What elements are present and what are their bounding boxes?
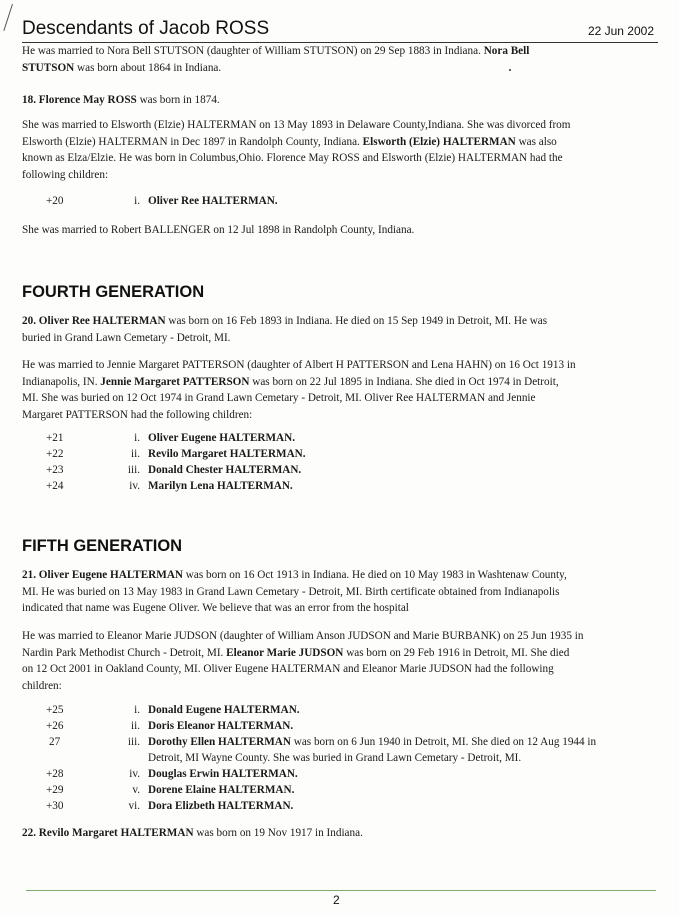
child-ref: +21 — [46, 432, 64, 444]
text: MI. She was buried on 12 Oct 1974 in Grand Lawn Cemetary - Detroit, MI. Oliver Ree HALTERMAN and Jennie — [22, 392, 536, 404]
person-name: Revilo Margaret HALTERMAN — [38, 827, 194, 839]
child-ref: +20 — [46, 195, 64, 207]
child-index: iii. — [127, 464, 140, 476]
text: was also — [515, 135, 557, 148]
paragraph-marriage-nora — [22, 43, 662, 76]
text: Nardin Park Methodist Church - Detroit, MI. — [22, 646, 227, 659]
text: Elsworth (Elzie) HALTERMAN in Dec 1897 in Randolph County, Indiana. — [22, 135, 363, 148]
child-index: iii. — [127, 736, 140, 748]
text: He was married to Nora Bell STUTSON (daughter of William STUTSON) on 29 Sep 1883 in Indiana. — [22, 45, 484, 57]
child-detail — [148, 734, 662, 766]
paragraph-marriage-ballenger — [22, 222, 662, 239]
entry-22 — [22, 825, 662, 842]
paragraph-marriage-jennie — [22, 357, 662, 423]
text: was born on 22 Jul 1895 in Indiana. She died in Oct 1974 in Detroit, — [249, 375, 559, 388]
person-name: Oliver Eugene HALTERMAN — [38, 569, 183, 581]
page-number: 2 — [333, 893, 340, 907]
child-name: Oliver Ree HALTERMAN. — [148, 195, 278, 207]
child-name: Marilyn Lena HALTERMAN. — [148, 480, 293, 492]
child-index: v. — [132, 784, 140, 796]
text: was born about 1864 in Indiana. — [74, 61, 222, 74]
child-name: Oliver Eugene HALTERMAN. — [148, 432, 295, 444]
paragraph-marriage-eleanor — [22, 628, 662, 694]
text: following children: — [22, 168, 109, 181]
scan-speck — [509, 69, 511, 71]
entry-21 — [22, 567, 662, 617]
child-row — [22, 782, 662, 798]
text: She was married to Robert BALLENGER on 12 Jul 1898 in Randolph County, Indiana. — [22, 224, 415, 236]
child-row — [22, 446, 662, 462]
child-index: iv. — [129, 480, 140, 492]
child-ref: 27 — [49, 736, 61, 748]
child-name: Dorene Elaine HALTERMAN. — [148, 784, 295, 796]
text: was born on 16 Oct 1913 in Indiana. He died on 10 May 1983 in Washtenaw County, — [182, 569, 567, 581]
child-name: Dora Elizbeth HALTERMAN. — [148, 800, 294, 812]
child-index: i. — [134, 704, 140, 716]
text: Detroit, MI Wayne County. She was buried in Grand Lawn Cemetary - Detroit, MI. — [148, 752, 522, 764]
child-row — [22, 702, 662, 718]
text: He was married to Eleanor Marie JUDSON (daughter of William Anson JUDSON and Marie BURBANK) on 25 Jun 1935 in — [22, 630, 584, 642]
text: Indianapolis, IN. — [22, 375, 101, 388]
child-row-detailed — [22, 734, 662, 766]
child-name: Douglas Erwin HALTERMAN. — [148, 768, 298, 780]
child-row — [22, 193, 662, 209]
text: known as Elza/Elzie. He was born in Columbus,Ohio. Florence May ROSS and Elsworth (Elzie) HALTERMAN had the — [22, 152, 563, 164]
entry-number: 21. — [22, 569, 36, 581]
entry-number: 18. — [22, 94, 36, 106]
person-name: Florence May ROSS — [38, 94, 137, 106]
person-name: STUTSON — [22, 61, 75, 74]
child-name: Donald Chester HALTERMAN. — [148, 464, 302, 476]
child-ref: +22 — [46, 448, 64, 460]
person-name: Elsworth (Elzie) HALTERMAN — [362, 135, 516, 148]
text: was born on 19 Nov 1917 in Indiana. — [193, 827, 363, 839]
child-index: vi. — [128, 800, 140, 812]
person-name: Nora Bell — [483, 45, 530, 57]
document-title: Descendants of Jacob ROSS — [22, 18, 270, 39]
text: She was married to Elsworth (Elzie) HALTERMAN on 13 May 1893 in Delaware County,Indiana. She was divorced from — [22, 119, 571, 131]
entry-number: 22. — [22, 827, 36, 839]
person-name: Jennie Margaret PATTERSON — [100, 375, 250, 388]
child-row — [22, 766, 662, 782]
text: was born on 16 Feb 1893 in Indiana. He died on 15 Sep 1949 in Detroit, MI. He was — [165, 315, 548, 327]
text: children: — [22, 679, 62, 692]
child-row — [22, 462, 662, 478]
child-name: Donald Eugene HALTERMAN. — [148, 704, 300, 716]
child-row — [22, 478, 662, 494]
child-row — [22, 430, 662, 446]
person-name: Eleanor Marie JUDSON — [226, 646, 344, 659]
child-ref: +29 — [46, 784, 64, 796]
paragraph-marriage-florence — [22, 117, 662, 183]
text: on 12 Oct 2001 in Oakland County, MI. Oliver Eugene HALTERMAN and Eleanor Marie JUDSON had the following — [22, 663, 554, 675]
child-name: Revilo Margaret HALTERMAN. — [148, 448, 306, 460]
text: buried in Grand Lawn Cemetary - Detroit, MI. — [22, 331, 231, 344]
generation-heading: FIFTH GENERATION — [22, 537, 183, 555]
child-index: i. — [134, 432, 140, 444]
footer-rule — [26, 890, 656, 891]
entry-20 — [22, 313, 662, 346]
generation-heading: FOURTH GENERATION — [22, 283, 205, 301]
child-ref: +24 — [46, 480, 64, 492]
child-name: Doris Eleanor HALTERMAN. — [148, 720, 294, 732]
text: was born on 6 Jun 1940 in Detroit, MI. She died on 12 Aug 1944 in — [290, 736, 597, 748]
page-header — [22, 18, 658, 43]
child-index: ii. — [130, 720, 140, 732]
child-ref: +26 — [46, 720, 64, 732]
child-row — [22, 798, 662, 814]
text: indicated that name was Eugene Oliver. We believe that was an error from the hospital — [22, 602, 409, 614]
child-ref: +23 — [46, 464, 64, 476]
child-ref: +30 — [46, 800, 64, 812]
child-index: ii. — [130, 448, 140, 460]
text: He was married to Jennie Margaret PATTERSON (daughter of Albert H PATTERSON and Lena HAHN) on 16 Oct 1913 in — [22, 359, 576, 371]
child-name: Dorothy Ellen HALTERMAN — [148, 736, 291, 748]
child-row — [22, 718, 662, 734]
report-date: 22 Jun 2002 — [587, 24, 654, 38]
scan-mark — [3, 4, 13, 31]
child-index: iv. — [129, 768, 140, 780]
text: Margaret PATTERSON had the following children: — [22, 408, 253, 421]
text: MI. He was buried on 13 May 1983 in Grand Lawn Cemetary - Detroit, MI. Birth certificate obtained from Indianapolis — [22, 585, 560, 598]
child-index: i. — [134, 195, 140, 207]
person-name: Oliver Ree HALTERMAN — [38, 315, 166, 327]
entry-number: 20. — [22, 315, 36, 327]
entry-18 — [22, 92, 662, 109]
child-ref: +28 — [46, 768, 64, 780]
child-ref: +25 — [46, 704, 64, 716]
text: was born in 1874. — [136, 94, 220, 106]
text: was born on 29 Feb 1916 in Detroit, MI. She died — [343, 646, 570, 659]
